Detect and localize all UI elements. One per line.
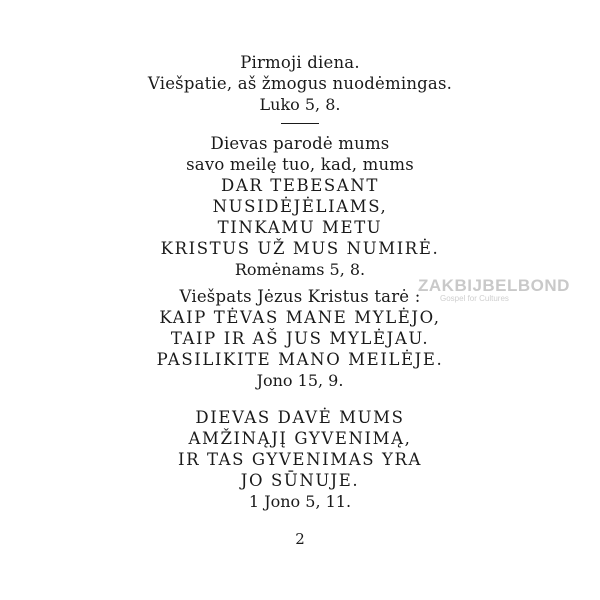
spacer <box>0 391 600 407</box>
watermark-sub: Gospel for Cultures <box>440 294 509 303</box>
passage1-reference: Romėnams 5, 8. <box>234 260 366 279</box>
passage3-caps-line: JO SŪNUJE. <box>240 471 360 490</box>
passage2-reference: Jono 15, 9. <box>256 371 344 390</box>
section-divider <box>281 123 319 124</box>
passage2-intro: Viešpats Jėzus Kristus tarė : <box>179 287 421 306</box>
passage1-caps-line: KRISTUS UŽ MUS NUMIRĖ. <box>160 239 440 258</box>
day-title: Pirmoji diena. <box>240 53 360 72</box>
watermark-main: ZAKBIJBELBOND <box>418 276 570 295</box>
passage2-caps-line: TAIP IR AŠ JUS MYLĖJAU. <box>170 329 430 348</box>
passage1-caps-line: TINKAMU METU <box>217 218 383 237</box>
day-reference: Luko 5, 8. <box>259 95 341 114</box>
watermark-logo <box>418 277 570 303</box>
passage1-intro-line2: savo meilę tuo, kad, mums <box>186 155 414 174</box>
passage3-caps-line: AMŽINĄJĮ GYVENIMĄ, <box>188 429 412 448</box>
day-subtitle: Viešpatie, aš žmogus nuodėmingas. <box>147 74 453 93</box>
passage1-intro-line1: Dievas parodė mums <box>210 134 390 153</box>
passage3-caps-line: DIEVAS DAVĖ MUMS <box>195 408 405 427</box>
passage1-caps-line: DAR TEBESANT <box>221 176 379 195</box>
passage2-caps-line: KAIP TĖVAS MANE MYLĖJO, <box>159 308 441 327</box>
passage1-caps-line: NUSIDĖJĖLIAMS, <box>212 197 388 216</box>
passage3-reference: 1 Jono 5, 11. <box>248 492 352 511</box>
page-number: 2 <box>295 530 305 548</box>
passage2-caps-line: PASILIKITE MANO MEILĖJE. <box>156 350 444 369</box>
passage3-caps-line: IR TAS GYVENIMAS YRA <box>177 450 423 469</box>
